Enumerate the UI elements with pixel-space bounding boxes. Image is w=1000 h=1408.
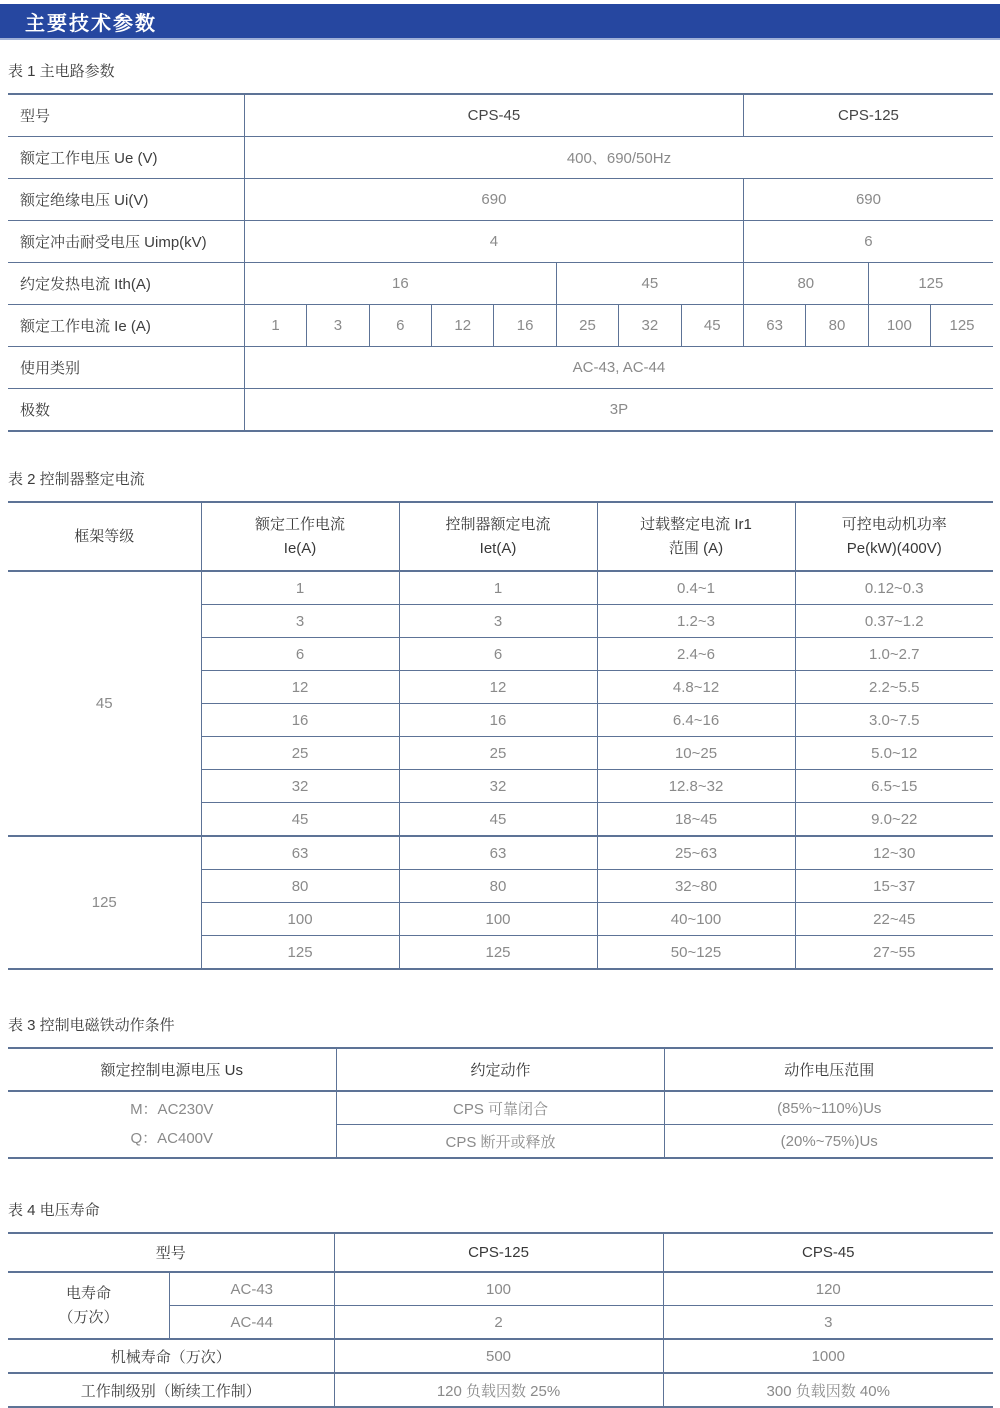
cell: 100 bbox=[399, 903, 597, 936]
cell: 1.0~2.7 bbox=[795, 638, 993, 671]
cell: 25 bbox=[399, 737, 597, 770]
header-controller-rated-current: 控制器额定电流 Iet(A) bbox=[399, 502, 597, 571]
table-row bbox=[8, 347, 993, 389]
cell: 6.4~16 bbox=[597, 704, 795, 737]
cell-mech-cps45: 1000 bbox=[663, 1339, 993, 1373]
cell-duty-label: 工作制级别（断续工作制） bbox=[8, 1373, 334, 1407]
cell-ith-45: 45 bbox=[556, 263, 743, 305]
cell: 5.0~12 bbox=[795, 737, 993, 770]
row-label-ith: 约定发热电流 Ith(A) bbox=[8, 263, 244, 305]
header-model: 型号 bbox=[8, 1233, 334, 1272]
cell-ie: 100 bbox=[868, 305, 930, 347]
cell: 12.8~32 bbox=[597, 770, 795, 803]
cell: 10~25 bbox=[597, 737, 795, 770]
cell: 32 bbox=[399, 770, 597, 803]
cell-ie: 125 bbox=[931, 305, 993, 347]
cell: 6 bbox=[201, 638, 399, 671]
cell-poles-value: 3P bbox=[244, 389, 993, 432]
table-header-row bbox=[8, 1048, 993, 1091]
cell: 2.2~5.5 bbox=[795, 671, 993, 704]
cell-action-release: CPS 断开或释放 bbox=[336, 1125, 665, 1159]
cell-model-cps45: CPS-45 bbox=[244, 94, 743, 137]
table4-voltage-life bbox=[8, 1232, 993, 1408]
table-row bbox=[8, 305, 993, 347]
cell-ie: 32 bbox=[619, 305, 681, 347]
cell: 1 bbox=[201, 571, 399, 605]
cell: 12 bbox=[201, 671, 399, 704]
table4-caption: 表 4 电压寿命 bbox=[8, 1202, 100, 1219]
cell: 125 bbox=[201, 936, 399, 970]
cell-range-close: (85%~110%)Us bbox=[665, 1091, 993, 1125]
cell-ie: 6 bbox=[369, 305, 431, 347]
cell: 6.5~15 bbox=[795, 770, 993, 803]
cell-action-close: CPS 可靠闭合 bbox=[336, 1091, 665, 1125]
cell-range-release: (20%~75%)Us bbox=[665, 1125, 993, 1159]
cell: 45 bbox=[201, 803, 399, 837]
cell-mechanical-life-label: 机械寿命（万次） bbox=[8, 1339, 334, 1373]
frame-45-cell: 45 bbox=[8, 571, 201, 836]
header-cps45: CPS-45 bbox=[663, 1233, 993, 1272]
table-row bbox=[8, 263, 993, 305]
cell: 80 bbox=[201, 870, 399, 903]
cell-ac44-cps125: 2 bbox=[334, 1306, 663, 1340]
cell-ie: 25 bbox=[556, 305, 618, 347]
cell-electrical-life-label: 电寿命 （万次） bbox=[8, 1272, 170, 1339]
cell: 15~37 bbox=[795, 870, 993, 903]
table-row bbox=[8, 221, 993, 263]
cell-ui-45: 690 bbox=[244, 179, 743, 221]
cell: 22~45 bbox=[795, 903, 993, 936]
cell: 0.12~0.3 bbox=[795, 571, 993, 605]
cell: 3 bbox=[399, 605, 597, 638]
header-rated-working-current: 额定工作电流 Ie(A) bbox=[201, 502, 399, 571]
cell: 9.0~22 bbox=[795, 803, 993, 837]
cell-category-value: AC-43, AC-44 bbox=[244, 347, 993, 389]
header-action-voltage-range: 动作电压范围 bbox=[665, 1048, 993, 1091]
cell: 4.8~12 bbox=[597, 671, 795, 704]
table-row bbox=[8, 1373, 993, 1407]
cell-ith-80: 80 bbox=[743, 263, 868, 305]
row-label-ui: 额定绝缘电压 Ui(V) bbox=[8, 179, 244, 221]
section-header-bar bbox=[0, 4, 1000, 40]
cell-ith-16: 16 bbox=[244, 263, 556, 305]
header-frame-level: 框架等级 bbox=[8, 502, 201, 571]
cell-ac43-label: AC-43 bbox=[170, 1272, 334, 1306]
header-control-supply-voltage: 额定控制电源电压 Us bbox=[8, 1048, 336, 1091]
cell: 0.4~1 bbox=[597, 571, 795, 605]
table2-controller-setting-current bbox=[8, 501, 993, 970]
cell-ac43-cps45: 120 bbox=[663, 1272, 993, 1306]
cell: 6 bbox=[399, 638, 597, 671]
cell: 32 bbox=[201, 770, 399, 803]
cell: 1 bbox=[399, 571, 597, 605]
table-header-row bbox=[8, 1233, 993, 1272]
row-label-uimp: 额定冲击耐受电压 Uimp(kV) bbox=[8, 221, 244, 263]
table1-caption: 表 1 主电路参数 bbox=[8, 63, 115, 80]
table2-caption: 表 2 控制器整定电流 bbox=[8, 471, 145, 488]
cell: 3 bbox=[201, 605, 399, 638]
table3-electromagnet-action-conditions bbox=[8, 1047, 993, 1159]
cell-ie: 16 bbox=[494, 305, 556, 347]
cell-ui-125: 690 bbox=[743, 179, 993, 221]
cell: 0.37~1.2 bbox=[795, 605, 993, 638]
cell-ie: 63 bbox=[743, 305, 805, 347]
table-header-row bbox=[8, 502, 993, 571]
table-row bbox=[8, 571, 993, 605]
cell: 12 bbox=[399, 671, 597, 704]
cell: 63 bbox=[399, 836, 597, 870]
page-title: 主要技术参数 bbox=[25, 12, 157, 35]
cell: 45 bbox=[399, 803, 597, 837]
cell-ith-125: 125 bbox=[868, 263, 993, 305]
table-row bbox=[8, 179, 993, 221]
cell: 63 bbox=[201, 836, 399, 870]
cell-ie: 1 bbox=[244, 305, 306, 347]
cell-uimp-125: 6 bbox=[743, 221, 993, 263]
cell-mech-cps125: 500 bbox=[334, 1339, 663, 1373]
cell-duty-cps125: 120 负载因数 25% bbox=[334, 1373, 663, 1407]
cell: 27~55 bbox=[795, 936, 993, 970]
cell-ie: 80 bbox=[806, 305, 868, 347]
cell: 32~80 bbox=[597, 870, 795, 903]
table-row bbox=[8, 836, 993, 870]
cell: 125 bbox=[399, 936, 597, 970]
table-row bbox=[8, 1272, 993, 1306]
cell: 25 bbox=[201, 737, 399, 770]
cell-ie: 3 bbox=[307, 305, 369, 347]
header-overload-setting-range: 过载整定电流 Ir1 范围 (A) bbox=[597, 502, 795, 571]
header-motor-power: 可控电动机功率 Pe(kW)(400V) bbox=[795, 502, 993, 571]
cell: 16 bbox=[399, 704, 597, 737]
cell-uimp-45: 4 bbox=[244, 221, 743, 263]
table3-caption: 表 3 控制电磁铁动作条件 bbox=[8, 1017, 175, 1034]
table-row bbox=[8, 94, 993, 137]
table-row bbox=[8, 137, 993, 179]
header-cps125: CPS-125 bbox=[334, 1233, 663, 1272]
cell-model-cps125: CPS-125 bbox=[743, 94, 993, 137]
cell-duty-cps45: 300 负载因数 40% bbox=[663, 1373, 993, 1407]
cell: 25~63 bbox=[597, 836, 795, 870]
table-row bbox=[8, 1339, 993, 1373]
cell: 16 bbox=[201, 704, 399, 737]
row-label-category: 使用类别 bbox=[8, 347, 244, 389]
cell: 1.2~3 bbox=[597, 605, 795, 638]
page-content bbox=[0, 60, 1000, 1408]
cell-ac44-label: AC-44 bbox=[170, 1306, 334, 1340]
cell-ie: 45 bbox=[681, 305, 743, 347]
table-row bbox=[8, 389, 993, 432]
cell: 80 bbox=[399, 870, 597, 903]
table-row bbox=[8, 1091, 993, 1125]
cell: 2.4~6 bbox=[597, 638, 795, 671]
cell: 50~125 bbox=[597, 936, 795, 970]
cell: 40~100 bbox=[597, 903, 795, 936]
row-label-ie: 额定工作电流 Ie (A) bbox=[8, 305, 244, 347]
cell-ac43-cps125: 100 bbox=[334, 1272, 663, 1306]
cell-us-values: M：AC230V Q：AC400V bbox=[8, 1091, 336, 1158]
cell: 3.0~7.5 bbox=[795, 704, 993, 737]
cell-ac44-cps45: 3 bbox=[663, 1306, 993, 1340]
row-label-model: 型号 bbox=[8, 94, 244, 137]
row-label-poles: 极数 bbox=[8, 389, 244, 432]
frame-125-cell: 125 bbox=[8, 836, 201, 969]
cell-ie: 12 bbox=[432, 305, 494, 347]
table1-main-circuit-params bbox=[8, 93, 993, 432]
cell-ue-value: 400、690/50Hz bbox=[244, 137, 993, 179]
cell: 18~45 bbox=[597, 803, 795, 837]
cell: 12~30 bbox=[795, 836, 993, 870]
header-specified-action: 约定动作 bbox=[336, 1048, 665, 1091]
row-label-ue: 额定工作电压 Ue (V) bbox=[8, 137, 244, 179]
cell: 100 bbox=[201, 903, 399, 936]
